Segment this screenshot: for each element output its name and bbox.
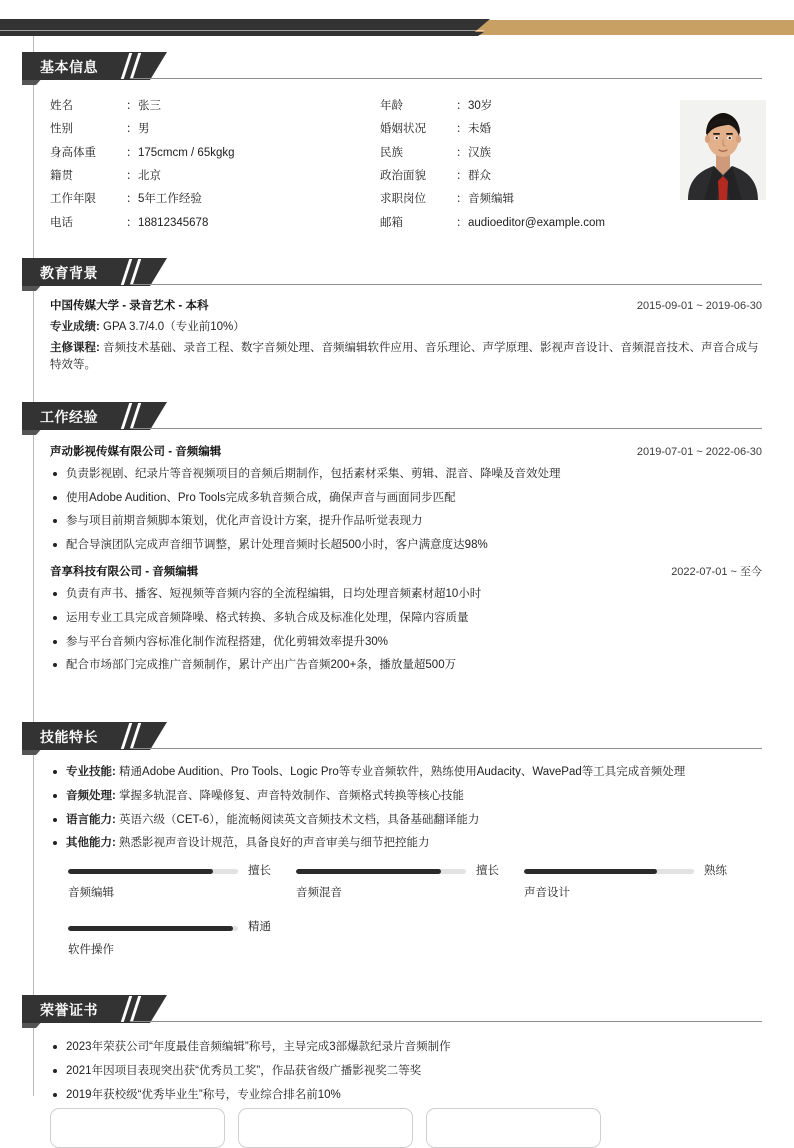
- section-basic-info: [0, 52, 794, 232]
- info-row: [380, 215, 762, 233]
- skill-bar-name: 音频编辑: [68, 887, 114, 900]
- list-item: 2023年荣获公司“年度最佳音频编辑”称号，主导完成3部爆款纪录片音频制作: [50, 1039, 762, 1056]
- section-underline: [130, 428, 762, 429]
- info-value: 北京: [138, 169, 161, 182]
- top-decorative-bar: [0, 19, 794, 36]
- skill-value: 精通Adobe Audition、Pro Tools、Logic Pro等专业音频软件，熟练使用Audacity、WavePad等工具完成音频处理: [119, 766, 686, 778]
- info-colon: ：: [126, 146, 138, 159]
- skill-label: 音频处理:: [66, 789, 116, 802]
- info-colon: ：: [456, 146, 468, 159]
- info-row: [50, 98, 380, 116]
- info-row: [50, 215, 380, 233]
- skill-bar-fill: [68, 926, 233, 931]
- info-value: 汉族: [468, 146, 491, 159]
- skill-value: 掌握多轨混音、降噪修复、声音特效制作、音频格式转换等核心技能: [119, 789, 465, 802]
- list-item: 参与平台音频内容标准化制作流程搭建，优化剪辑效率提升30%: [50, 634, 762, 651]
- list-item: 配合导演团队完成声音细节调整，累计处理音频时长超500小时，客户满意度达98%: [50, 537, 762, 554]
- skill-bar-track: [68, 926, 238, 931]
- info-value: 群众: [468, 169, 491, 182]
- skill-bar-item: [524, 863, 752, 904]
- work-entry: [50, 564, 762, 674]
- certificate-card[interactable]: [238, 1108, 413, 1148]
- certificate-card[interactable]: [50, 1108, 225, 1148]
- section-tab-work: [22, 402, 167, 430]
- list-item: 运用专业工具完成音频降噪、格式转换、多轨合成及标准化处理，保障内容质量: [50, 610, 762, 627]
- list-item: [50, 788, 762, 805]
- info-value: 18812345678: [138, 216, 209, 229]
- work-entry-header: [50, 444, 762, 462]
- info-value: 30岁: [468, 100, 493, 112]
- education-courses-label: 主修课程:: [50, 341, 100, 354]
- skill-bar-level: 擅长: [248, 864, 271, 877]
- education-gpa: [50, 319, 762, 337]
- basic-info-grid: [50, 94, 762, 232]
- list-item: [50, 835, 762, 852]
- section-tab-skills: [22, 722, 167, 750]
- list-item: 2019年获校级“优秀毕业生”称号，专业综合排名前10%: [50, 1087, 762, 1104]
- info-colon: ：: [126, 193, 138, 206]
- info-colon: ：: [126, 123, 138, 136]
- skill-bar-name: 软件操作: [68, 943, 114, 956]
- info-colon: ：: [456, 216, 468, 229]
- info-value: audioeditor@example.com: [468, 216, 605, 229]
- top-bar-dark-underband: [0, 32, 484, 36]
- certificate-card[interactable]: [426, 1108, 601, 1148]
- honors-bullet-list: [50, 1039, 762, 1104]
- info-label: 年龄: [380, 100, 403, 112]
- info-colon: ：: [456, 123, 468, 136]
- skill-bar-item: [296, 863, 524, 904]
- education-gpa-value: GPA 3.7/4.0（专业前10%）: [103, 320, 245, 333]
- skills-bullet-list: [50, 764, 762, 853]
- info-value: 175cmcm / 65kgkg: [138, 146, 235, 159]
- info-row: [50, 145, 380, 163]
- certificate-card-row: [50, 1108, 601, 1148]
- top-bar-gold-accent: [455, 20, 794, 35]
- section-tab-basic-info: [22, 52, 167, 80]
- skill-value: 英语六级（CET-6），能流畅阅读英文音频技术文档，具备基础翻译能力: [119, 813, 480, 826]
- info-colon: ：: [126, 169, 138, 182]
- info-value: 5年工作经验: [138, 193, 202, 206]
- portrait-photo-icon: [680, 100, 766, 200]
- list-item: 负责有声书、播客、短视频等音频内容的全流程编辑，日均处理音频素材超10小时: [50, 586, 762, 603]
- info-row: [50, 121, 380, 139]
- info-colon: ：: [456, 169, 468, 182]
- list-item: [50, 812, 762, 829]
- info-label: 电话: [50, 216, 73, 229]
- skill-bars: [68, 863, 762, 976]
- list-item: 配合市场部门完成推广音频制作，累计产出广告音频200+条，播放量超500万: [50, 657, 762, 674]
- work-entry: [50, 444, 762, 554]
- info-colon: ：: [126, 100, 138, 112]
- work-bullet-list: [50, 466, 762, 555]
- section-underline: [130, 748, 762, 749]
- skill-bar-fill: [524, 869, 657, 874]
- info-colon: ：: [126, 216, 138, 229]
- section-honors: [0, 995, 794, 1110]
- info-value: 音频编辑: [468, 193, 514, 206]
- work-date: 2022-07-01 ~ 至今: [671, 566, 762, 579]
- list-item: [50, 764, 762, 781]
- list-item: 使用Adobe Audition、Pro Tools完成多轨音频合成，确保声音与画面同步匹配: [50, 490, 762, 507]
- info-label: 婚姻状况: [380, 123, 426, 136]
- section-skills: [0, 722, 794, 976]
- skill-bar-track: [296, 869, 466, 874]
- skill-bar-name: 音频混音: [296, 887, 342, 900]
- work-bullet-list: [50, 586, 762, 675]
- info-row: [50, 168, 380, 186]
- skill-bar-fill: [68, 869, 213, 874]
- skill-label: 专业技能:: [66, 766, 116, 778]
- section-tab-education: [22, 258, 167, 286]
- skill-bar-fill: [296, 869, 441, 874]
- list-item: 2021年因项目表现突出获“优秀员工奖”，作品获省级广播影视奖二等奖: [50, 1063, 762, 1080]
- section-underline: [130, 1021, 762, 1022]
- skill-bar-level: 精通: [248, 921, 271, 934]
- info-label: 求职岗位: [380, 193, 426, 206]
- skill-bar-item: [68, 863, 296, 904]
- skill-bar-level: 熟练: [704, 864, 727, 877]
- info-colon: ：: [456, 100, 468, 112]
- section-underline: [130, 284, 762, 285]
- info-value: 男: [138, 123, 150, 136]
- section-work-experience: [0, 402, 794, 681]
- info-label: 民族: [380, 146, 403, 159]
- info-label: 身高体重: [50, 146, 96, 159]
- skill-value: 熟悉影视声音设计规范，具备良好的声音审美与细节把控能力: [119, 837, 430, 850]
- avatar: [680, 100, 766, 200]
- education-courses-value: 音频技术基础、录音工程、数字音频处理、音频编辑软件应用、音乐理论、声学原理、影视声音设计、音频混音技术、声音合成与特效等。: [50, 341, 759, 372]
- education-entry-header: [50, 298, 762, 316]
- info-row: [50, 191, 380, 209]
- skill-label: 语言能力:: [66, 813, 116, 826]
- section-title: 荣誉证书: [40, 1002, 98, 1018]
- section-title: 教育背景: [40, 265, 98, 281]
- skill-bar-level: 擅长: [476, 864, 499, 877]
- education-courses: [50, 340, 762, 376]
- education-gpa-label: 专业成绩:: [50, 320, 100, 333]
- info-label: 籍贯: [50, 169, 73, 182]
- section-title: 技能特长: [40, 729, 98, 745]
- work-date: 2019-07-01 ~ 2022-06-30: [636, 446, 762, 458]
- info-label: 姓名: [50, 100, 73, 112]
- skill-bar-item: [68, 919, 296, 960]
- skill-bar-track: [68, 869, 238, 874]
- education-date: 2015-09-01 ~ 2019-06-30: [636, 300, 762, 312]
- info-value: 未婚: [468, 123, 491, 136]
- work-company: 音享科技有限公司 - 音频编辑: [50, 566, 199, 579]
- skill-label: 其他能力:: [66, 837, 116, 850]
- info-label: 邮箱: [380, 216, 403, 229]
- info-label: 性别: [50, 123, 73, 136]
- section-education: [0, 258, 794, 375]
- work-entry-header: [50, 564, 762, 582]
- skill-bar-name: 声音设计: [524, 887, 570, 900]
- work-company: 声动影视传媒有限公司 - 音频编辑: [50, 446, 222, 458]
- info-label: 政治面貌: [380, 169, 426, 182]
- section-title: 工作经验: [40, 409, 98, 425]
- top-bar-hairline: [0, 30, 484, 31]
- section-underline: [130, 78, 762, 79]
- section-title: 基本信息: [40, 59, 98, 75]
- list-item: 负责影视剧、纪录片等音视频项目的音频后期制作，包括素材采集、剪辑、混音、降噪及音效处理: [50, 466, 762, 483]
- section-tab-honors: [22, 995, 167, 1023]
- info-label: 工作年限: [50, 193, 96, 206]
- education-school: 中国传媒大学 - 录音艺术 - 本科: [50, 300, 209, 312]
- skill-bar-track: [524, 869, 694, 874]
- info-colon: ：: [456, 193, 468, 206]
- list-item: 参与项目前期音频脚本策划，优化声音设计方案，提升作品听觉表现力: [50, 513, 762, 530]
- info-value: 张三: [138, 100, 161, 112]
